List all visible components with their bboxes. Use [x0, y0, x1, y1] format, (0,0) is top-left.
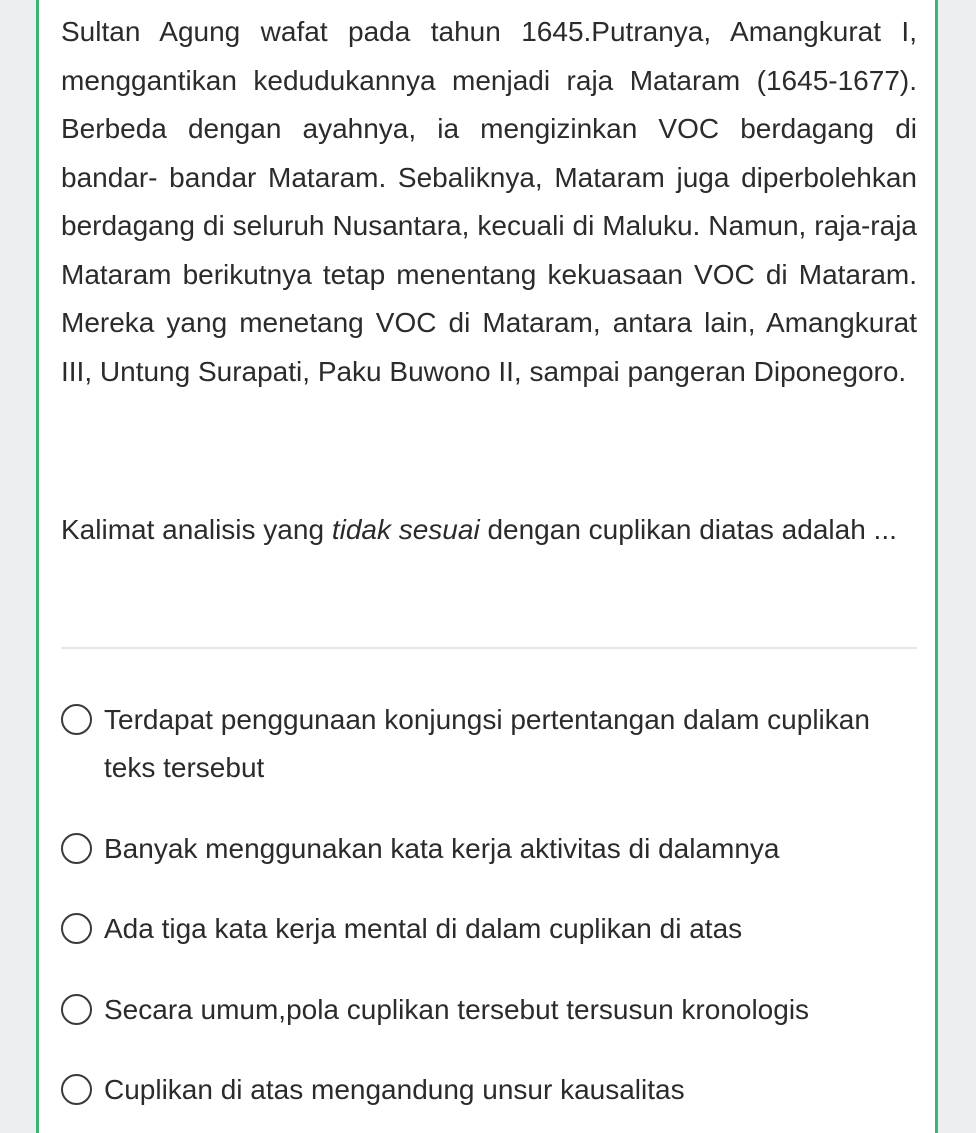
radio-button-icon[interactable]: [61, 833, 92, 864]
answer-option-a[interactable]: [61, 696, 917, 792]
answer-option-b[interactable]: [61, 825, 917, 873]
reading-passage: Sultan Agung wafat pada tahun 1645.Putranya, Amangkurat I, menggantikan kedudukannya menjadi raja Mataram (1645-1677). Berbeda dengan ayahnya, ia mengizinkan VOC berdagang di bandar- bandar Mataram. Sebaliknya, Mataram juga diperbolehkan berdagang di seluruh Nusantara, kecuali di Maluku. Namun, raja-raja Mataram berikutnya tetap menentang kekuasaan VOC di Mataram. Mereka yang menetang VOC di Mataram, antara lain, Amangkurat III, Untung Surapati, Paku Buwono II, sampai pangeran Diponegoro.: [61, 16, 917, 387]
option-label: Terdapat penggunaan konjungsi pertentangan dalam cuplikan teks tersebut: [104, 704, 870, 783]
option-label: Ada tiga kata kerja mental di dalam cuplikan di atas: [104, 913, 743, 944]
option-label: Cuplikan di atas mengandung unsur kausalitas: [104, 1074, 685, 1105]
question-prompt: [61, 506, 917, 555]
radio-button-icon[interactable]: [61, 704, 92, 735]
question-suffix: dengan cuplikan diatas adalah ...: [479, 514, 897, 545]
answer-option-c[interactable]: [61, 905, 917, 953]
divider: [61, 647, 917, 649]
question-emphasis: tidak sesuai: [331, 514, 480, 545]
option-label: Secara umum,pola cuplikan tersebut tersusun kronologis: [104, 994, 810, 1025]
option-label: Banyak menggunakan kata kerja aktivitas di dalamnya: [104, 833, 780, 864]
answer-option-d[interactable]: [61, 986, 917, 1034]
radio-button-icon[interactable]: [61, 913, 92, 944]
answer-option-e[interactable]: [61, 1066, 917, 1114]
radio-button-icon[interactable]: [61, 1074, 92, 1105]
question-prefix: Kalimat analisis yang: [61, 514, 332, 545]
radio-button-icon[interactable]: [61, 994, 92, 1025]
question-card: [36, 0, 938, 1133]
